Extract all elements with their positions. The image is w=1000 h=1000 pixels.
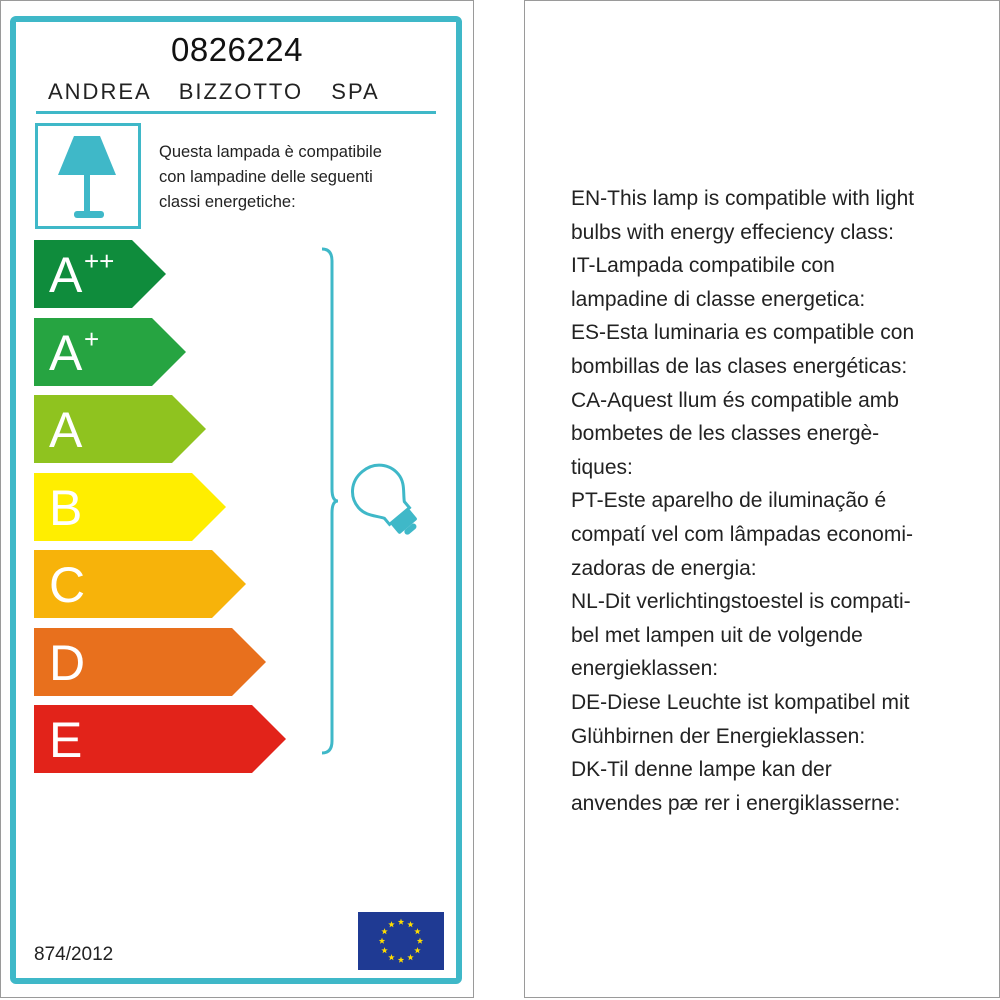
translation-line: PT-Este aparelho de iluminação é: [571, 489, 887, 513]
energy-class-letter: B: [49, 479, 83, 536]
energy-class-superscript: ++: [84, 246, 115, 276]
energy-class-letter: A: [49, 402, 83, 458]
energy-class-bar: [34, 318, 186, 386]
energy-class-bar: [34, 395, 206, 463]
energy-class-letter: C: [49, 557, 86, 613]
energy-class-superscript: +: [84, 323, 100, 354]
translation-line: ES-Esta luminaria es compatible con: [571, 321, 915, 345]
translation-line: zadoras de energia:: [571, 556, 757, 580]
intro-line: Questa lampada è compatibile: [159, 143, 382, 161]
translation-line: bombillas de las clases energéticas:: [571, 354, 908, 378]
translation-line: EN-This lamp is compatible with light: [571, 187, 915, 210]
translation-line: DE-Diese Leuchte ist kompatibel mit: [571, 690, 910, 714]
energy-class-bar: [34, 705, 286, 773]
bracket-brace: [310, 245, 340, 757]
manufacturer-name: ANDREA BIZZOTTO SPA: [48, 79, 380, 104]
light-bulb-icon: [346, 455, 426, 545]
regulation-number: 874/2012: [34, 944, 114, 965]
translation-line: DK-Til denne lampe kan der: [571, 758, 832, 782]
translation-line: bulbs with energy effeciency class:: [571, 220, 894, 244]
energy-class-letter: D: [49, 634, 86, 691]
translation-line: bel met lampen uit de volgende: [571, 623, 863, 647]
energy-class-bar: [34, 550, 246, 618]
translation-line: tiques:: [571, 455, 633, 479]
translation-line: compatí vel com lâmpadas economi-: [571, 522, 913, 546]
translation-line: bombetes de les classes energè-: [571, 422, 880, 446]
intro-line: classi energetiche:: [159, 193, 296, 211]
energy-class-letter: A: [49, 247, 83, 303]
energy-class-bar: [34, 473, 226, 541]
energy-class-bar: [34, 628, 266, 696]
energy-class-letter: A: [49, 324, 83, 381]
energy-class-letter: E: [49, 712, 83, 768]
energy-class-scale: [0, 0, 474, 800]
translation-line: anvendes pæ rer i energiklasserne:: [571, 791, 901, 815]
translation-line: lampadine di classe energetica:: [571, 287, 866, 311]
eu-flag-icon: [358, 912, 444, 970]
intro-line: con lampadine delle seguenti: [159, 168, 373, 186]
translation-line: NL-Dit verlichtingstoestel is compati-: [571, 590, 911, 614]
translation-line: energieklassen:: [571, 657, 719, 681]
energy-class-bar: [34, 240, 166, 308]
product-code: 0826224: [171, 31, 303, 68]
translations-text: [571, 182, 991, 820]
translation-line: CA-Aquest llum és compatible amb: [571, 388, 899, 412]
translation-line: IT-Lampada compatibile con: [571, 254, 835, 278]
translation-line: Glühbirnen der Energieklassen:: [571, 724, 866, 748]
